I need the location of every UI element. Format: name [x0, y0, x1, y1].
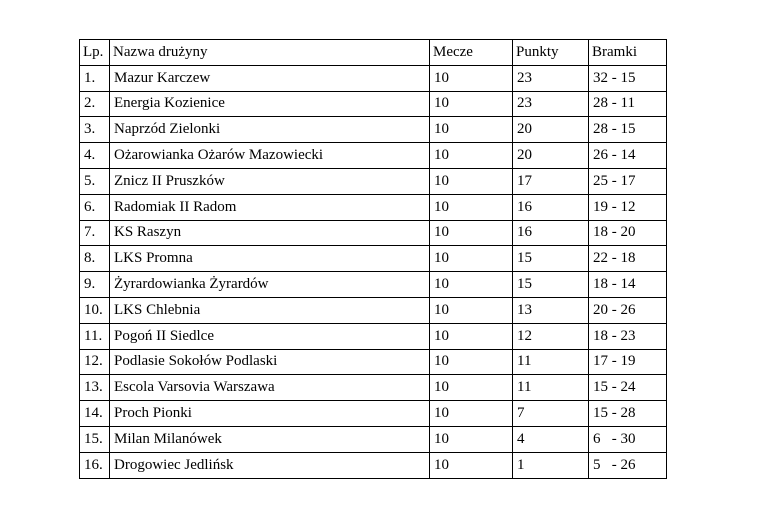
cell-matches: 10	[430, 65, 513, 91]
cell-goals: 26 - 14	[589, 143, 667, 169]
table-row	[80, 194, 667, 220]
cell-lp: 3.	[80, 117, 110, 143]
cell-team-name: Podlasie Sokołów Podlaski	[110, 349, 430, 375]
cell-team-name: Energia Kozienice	[110, 91, 430, 117]
cell-matches: 10	[430, 426, 513, 452]
cell-matches: 10	[430, 220, 513, 246]
cell-lp: 15.	[80, 426, 110, 452]
cell-points: 15	[513, 246, 589, 272]
cell-matches: 10	[430, 143, 513, 169]
cell-goals: 15 - 24	[589, 375, 667, 401]
cell-team-name: Proch Pionki	[110, 401, 430, 427]
cell-team-name: LKS Chlebnia	[110, 297, 430, 323]
table-row	[80, 65, 667, 91]
cell-team-name: KS Raszyn	[110, 220, 430, 246]
table-row	[80, 297, 667, 323]
cell-points: 11	[513, 375, 589, 401]
cell-matches: 10	[430, 272, 513, 298]
cell-team-name: Radomiak II Radom	[110, 194, 430, 220]
cell-matches: 10	[430, 91, 513, 117]
cell-points: 4	[513, 426, 589, 452]
standings-table	[79, 39, 667, 479]
cell-points: 17	[513, 168, 589, 194]
table-row	[80, 452, 667, 478]
header-points: Punkty	[513, 40, 589, 66]
cell-lp: 13.	[80, 375, 110, 401]
cell-points: 16	[513, 220, 589, 246]
cell-team-name: Milan Milanówek	[110, 426, 430, 452]
table-row	[80, 168, 667, 194]
cell-goals: 32 - 15	[589, 65, 667, 91]
table-row	[80, 375, 667, 401]
cell-goals: 17 - 19	[589, 349, 667, 375]
cell-lp: 7.	[80, 220, 110, 246]
cell-team-name: Pogoń II Siedlce	[110, 323, 430, 349]
cell-goals: 18 - 14	[589, 272, 667, 298]
table-row	[80, 426, 667, 452]
table-row	[80, 246, 667, 272]
table-row	[80, 272, 667, 298]
cell-lp: 12.	[80, 349, 110, 375]
cell-matches: 10	[430, 323, 513, 349]
cell-lp: 14.	[80, 401, 110, 427]
cell-team-name: Drogowiec Jedlińsk	[110, 452, 430, 478]
cell-points: 23	[513, 65, 589, 91]
header-lp: Lp.	[80, 40, 110, 66]
cell-lp: 9.	[80, 272, 110, 298]
cell-lp: 1.	[80, 65, 110, 91]
cell-team-name: LKS Promna	[110, 246, 430, 272]
cell-team-name: Escola Varsovia Warszawa	[110, 375, 430, 401]
cell-matches: 10	[430, 401, 513, 427]
table-row	[80, 117, 667, 143]
cell-team-name: Mazur Karczew	[110, 65, 430, 91]
cell-lp: 5.	[80, 168, 110, 194]
cell-team-name: Naprzód Zielonki	[110, 117, 430, 143]
cell-team-name: Żyrardowianka Żyrardów	[110, 272, 430, 298]
cell-goals: 19 - 12	[589, 194, 667, 220]
cell-matches: 10	[430, 349, 513, 375]
cell-points: 20	[513, 117, 589, 143]
cell-lp: 10.	[80, 297, 110, 323]
cell-points: 16	[513, 194, 589, 220]
cell-points: 7	[513, 401, 589, 427]
header-matches: Mecze	[430, 40, 513, 66]
table-row	[80, 220, 667, 246]
cell-goals: 18 - 20	[589, 220, 667, 246]
cell-goals: 6 - 30	[589, 426, 667, 452]
cell-points: 12	[513, 323, 589, 349]
header-team-name: Nazwa drużyny	[110, 40, 430, 66]
header-row	[80, 40, 667, 66]
table-row	[80, 349, 667, 375]
cell-matches: 10	[430, 117, 513, 143]
cell-lp: 4.	[80, 143, 110, 169]
cell-points: 1	[513, 452, 589, 478]
cell-lp: 8.	[80, 246, 110, 272]
cell-goals: 22 - 18	[589, 246, 667, 272]
cell-goals: 28 - 15	[589, 117, 667, 143]
table-row	[80, 401, 667, 427]
cell-lp: 2.	[80, 91, 110, 117]
cell-lp: 16.	[80, 452, 110, 478]
cell-goals: 5 - 26	[589, 452, 667, 478]
cell-matches: 10	[430, 452, 513, 478]
cell-matches: 10	[430, 194, 513, 220]
cell-matches: 10	[430, 375, 513, 401]
cell-matches: 10	[430, 168, 513, 194]
cell-lp: 6.	[80, 194, 110, 220]
cell-goals: 25 - 17	[589, 168, 667, 194]
cell-goals: 18 - 23	[589, 323, 667, 349]
cell-points: 20	[513, 143, 589, 169]
cell-goals: 28 - 11	[589, 91, 667, 117]
cell-points: 15	[513, 272, 589, 298]
cell-team-name: Znicz II Pruszków	[110, 168, 430, 194]
cell-lp: 11.	[80, 323, 110, 349]
table-row	[80, 323, 667, 349]
cell-points: 13	[513, 297, 589, 323]
cell-team-name: Ożarowianka Ożarów Mazowiecki	[110, 143, 430, 169]
table-row	[80, 143, 667, 169]
cell-points: 23	[513, 91, 589, 117]
cell-points: 11	[513, 349, 589, 375]
cell-matches: 10	[430, 246, 513, 272]
header-goals: Bramki	[589, 40, 667, 66]
cell-goals: 15 - 28	[589, 401, 667, 427]
table-row	[80, 91, 667, 117]
cell-goals: 20 - 26	[589, 297, 667, 323]
cell-matches: 10	[430, 297, 513, 323]
